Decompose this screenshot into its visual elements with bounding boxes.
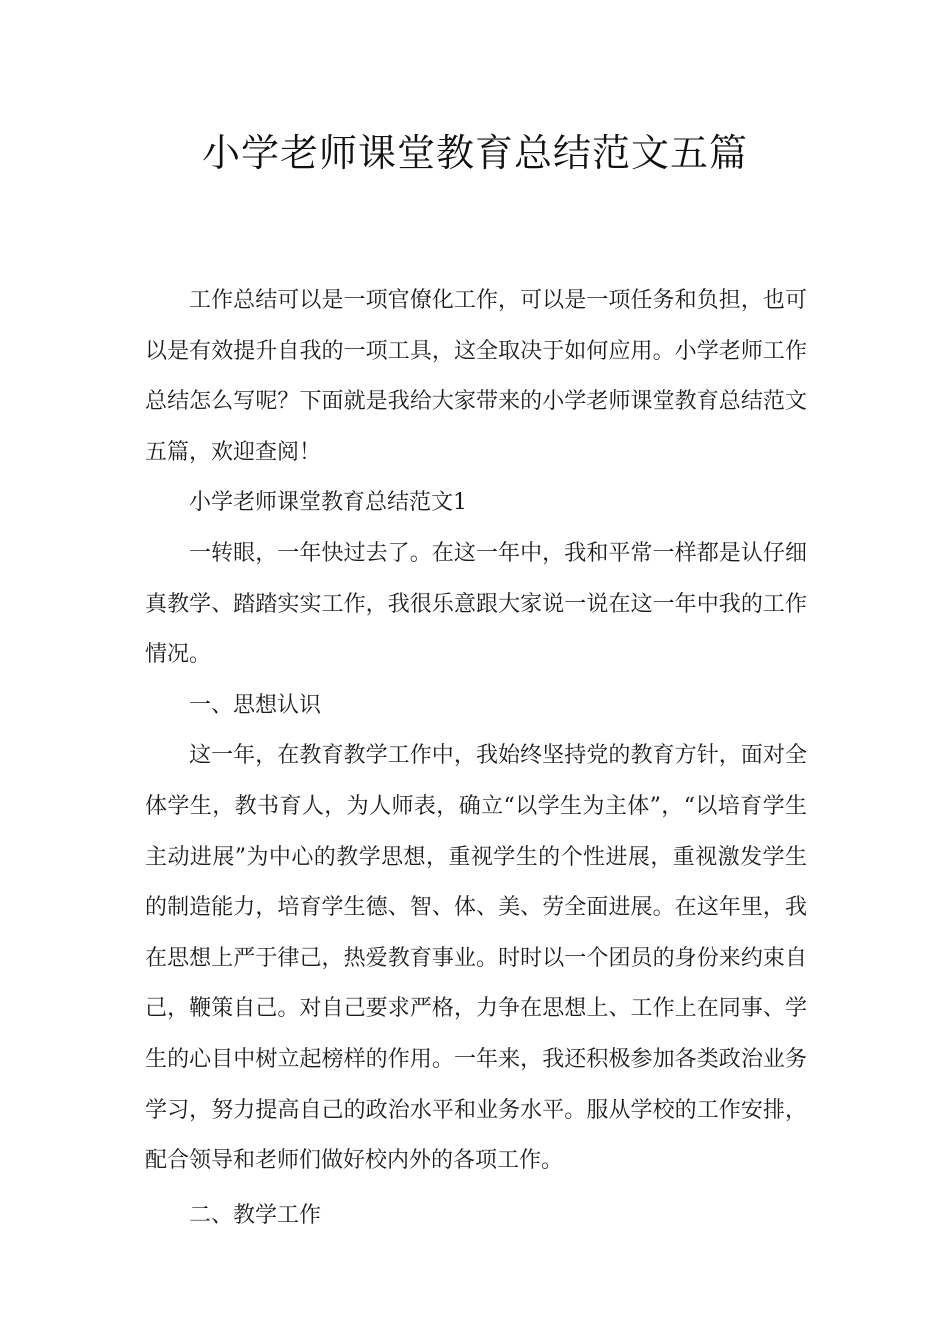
document-title: 小学老师课堂教育总结范文五篇 <box>201 131 748 175</box>
section-heading-thought: 一、思想认识 <box>189 692 322 718</box>
thought-paragraph: 这一年，在教育教学工作中，我始终坚持党的教育方针，面对全体学生，教书育人，为人师表，确立“以学生为主体”，“以培育学生主动进展”为中心的教学思想，重视学生的个性进展，重视激发学生的制造能力，培育学生德、智、体、美、劳全面进展。在这年里，我在思想上严于律己，热爱教育事业。时时以一个团员的身份来约束自己，鞭策自己。对自己要求严格，力争在思想上、工作上在同事、学生的心目中树立起榜样的作用。一年来，我还积极参加各类政治业务学习，努力提高自己的政治水平和业务水平。服从学校的工作安排，配合领导和老师们做好校内外的各项工作。 <box>145 743 807 1174</box>
essay-1-opening-paragraph: 一转眼，一年快过去了。在这一年中，我和平常一样都是认仔细真教学、踏踏实实工作，我很乐意跟大家说一说在这一年中我的工作情况。 <box>145 540 807 668</box>
section-heading-teaching: 二、教学工作 <box>189 1202 322 1228</box>
intro-paragraph: 工作总结可以是一项官僚化工作，可以是一项任务和负担，也可以是有效提升自我的一项工具，这全取决于如何应用。小学老师工作总结怎么写呢？下面就是我给大家带来的小学老师课堂教育总结范文五篇，欢迎查阅！ <box>145 288 807 465</box>
section-heading-essay-1: 小学老师课堂教育总结范文1 <box>189 490 467 516</box>
document-body <box>145 276 807 1241</box>
